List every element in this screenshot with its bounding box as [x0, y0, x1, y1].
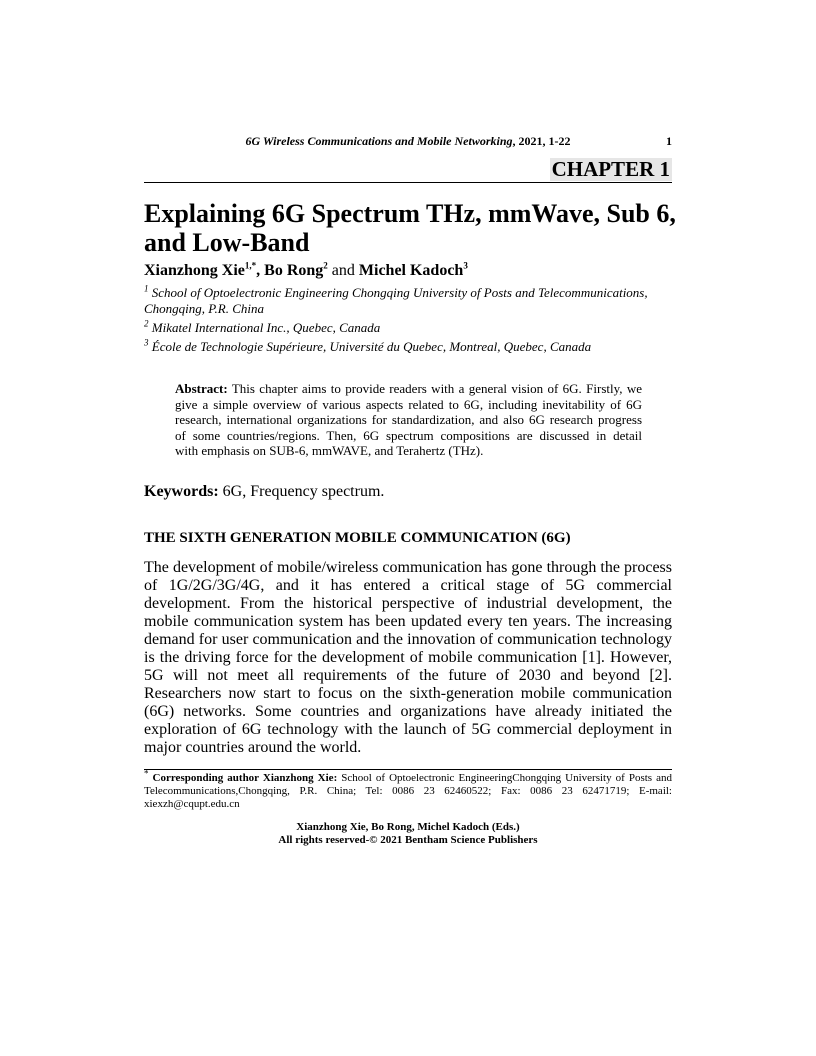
- running-head: [144, 134, 672, 148]
- body-line: 5G will not meet all requirements of the future of 2030 and beyond [2].: [144, 667, 672, 684]
- footnote-label: Corresponding author Xianzhong Xie:: [152, 772, 338, 784]
- author-sep: ,: [256, 262, 265, 279]
- author-sup: 2: [323, 260, 328, 271]
- footnote-mark: *: [144, 768, 149, 779]
- keywords-label: Keywords:: [144, 483, 219, 500]
- publisher-info: [144, 821, 672, 847]
- body-line: of 1G/2G/3G/4G, and it has entered a critical stage of 5G commercial: [144, 577, 672, 594]
- author-sup: 3: [463, 260, 468, 271]
- aff-line: Chongqing, P.R. China: [144, 301, 265, 316]
- author-sep: and: [327, 262, 359, 279]
- chapter-title: [144, 199, 676, 257]
- abstract-line: of some countries/regions. Then, 6G spectrum compositions are discussed in detail: [175, 427, 642, 443]
- body-line: development. From the historical perspective of industrial development, the: [144, 595, 672, 612]
- abstract-line: research, international organizations for standardization, and also 6G research progress: [175, 412, 642, 428]
- body-line: exploration of 6G technology with the launch of 5G commercial deployment in: [144, 721, 672, 738]
- body-line: mobile communication system has been updated every ten years. The increasing: [144, 613, 672, 630]
- abstract: [175, 381, 642, 459]
- author-sup: 1,*: [244, 260, 257, 271]
- footnote-line: xiexzh@cqupt.edu.cn: [144, 798, 240, 810]
- page-number: 1: [666, 134, 672, 148]
- affiliation: [144, 339, 672, 355]
- abstract-line: This chapter aims to provide readers with a general vision of 6G. Firstly, we: [231, 381, 643, 396]
- year-pages: , 2021, 1-22: [512, 134, 571, 148]
- body-line: Researchers now start to focus on the sixth-generation mobile communication: [144, 685, 672, 702]
- author-name: Xianzhong Xie: [144, 262, 245, 279]
- aff-line: School of Optoelectronic Engineering Chongqing University of Posts and Telecommunications,: [151, 285, 648, 300]
- affiliation: [144, 320, 672, 336]
- author-name: Michel Kadoch: [358, 262, 464, 279]
- body-line: (6G) networks. Some countries and organizations have already initiated the: [144, 703, 672, 720]
- aff-sup: 1: [144, 283, 149, 294]
- footnote-line: School of Optoelectronic EngineeringChongqing University of Posts and: [337, 772, 673, 784]
- keywords-text: 6G, Frequency spectrum.: [218, 483, 385, 500]
- author-name: Bo Rong: [264, 262, 324, 279]
- rights: All rights reserved-© 2021 Bentham Science Publishers: [278, 834, 538, 846]
- abstract-line: with emphasis on SUB-6, mmWAVE, and Terahertz (THz).: [175, 443, 484, 459]
- header-rule: [144, 182, 672, 183]
- body-line: demand for user communication and the innovation of communication technology: [144, 631, 672, 648]
- keywords: [144, 483, 384, 501]
- body-line: is the driving force for the development of mobile communication [1]. However,: [144, 649, 672, 666]
- affiliation: [144, 285, 672, 317]
- footnote: [144, 768, 673, 811]
- journal-name: 6G Wireless Communications and Mobile Networking: [245, 134, 513, 148]
- body-line: major countries around the world.: [144, 739, 362, 756]
- title-line: and Low-Band: [144, 228, 310, 257]
- aff-line: Mikatel International Inc., Quebec, Canada: [151, 320, 381, 335]
- chapter-label: CHAPTER 1: [551, 157, 670, 181]
- footnote-rule: [144, 769, 672, 770]
- footnote-line: Telecommunications,Chongqing, P.R. China; Tel: 0086 23 62460522; Fax: 0086 23 62471719; E-mail:: [144, 785, 672, 797]
- aff-sup: 2: [144, 318, 149, 329]
- title-line: Explaining 6G Spectrum THz, mmWave, Sub 6,: [144, 199, 676, 228]
- abstract-label: Abstract:: [175, 381, 228, 396]
- aff-line: École de Technologie Supérieure, Université du Quebec, Montreal, Quebec, Canada: [151, 339, 592, 354]
- body-paragraph: [144, 559, 672, 757]
- editors: Xianzhong Xie, Bo Rong, Michel Kadoch (Eds.): [296, 821, 520, 833]
- authors: [144, 262, 468, 280]
- abstract-line: give a simple overview of various aspects related to 6G, including inevitability of 6G: [175, 396, 642, 412]
- body-line: The development of mobile/wireless communication has gone through the process: [144, 559, 672, 576]
- aff-sup: 3: [144, 337, 149, 348]
- section-heading: THE SIXTH GENERATION MOBILE COMMUNICATION (6G): [144, 530, 571, 546]
